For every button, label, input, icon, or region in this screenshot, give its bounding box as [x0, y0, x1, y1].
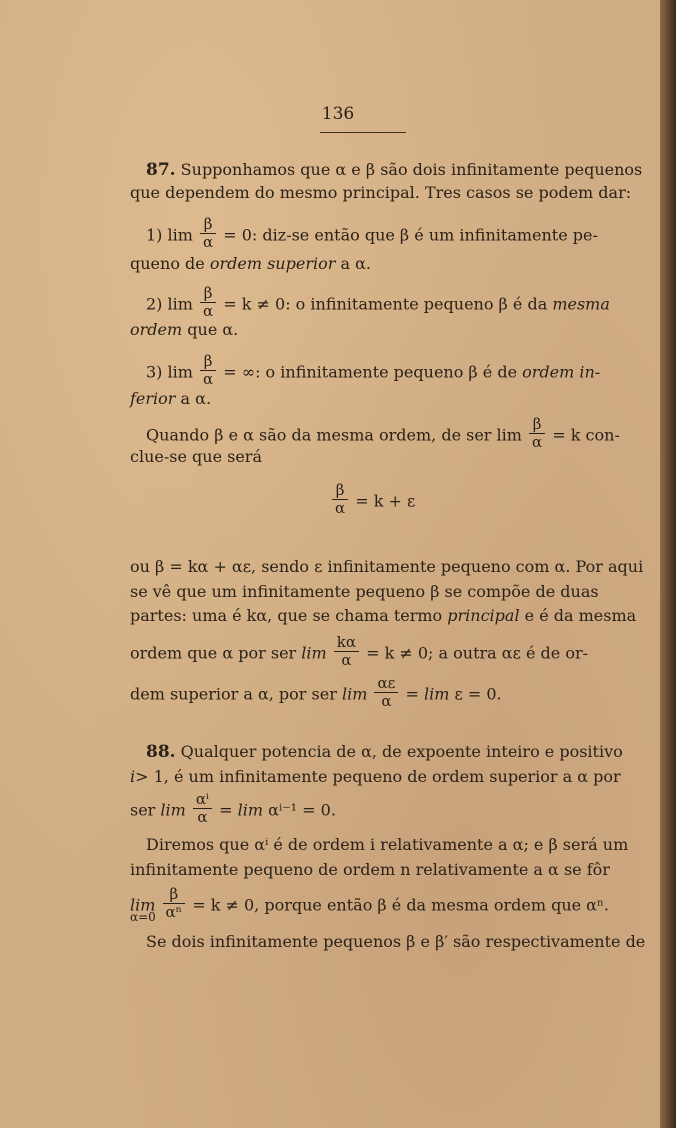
para-2-l4-lim: lim — [301, 643, 327, 663]
para-1-num: β — [529, 416, 545, 434]
sec88-p1-den: αⁿ — [165, 903, 183, 922]
case-2-rest-b: mesma — [552, 294, 610, 314]
page-edge — [660, 0, 676, 1128]
para-1-fraction — [529, 416, 545, 452]
case-3-den: α — [203, 370, 214, 389]
para-2-l5-den: α — [381, 692, 392, 711]
case-3-fraction — [200, 353, 216, 389]
para-2-l5-lim2: lim — [423, 684, 450, 704]
case-3-term: ferior — [130, 389, 176, 408]
para-1-text-a: Quando β e α são da mesma ordem, de ser lim — [146, 425, 522, 445]
sec88-para-1-line-1: Diremos que αⁱ é de ordem i relativamente a α; e β será um — [146, 835, 629, 854]
section-number-87: 87. — [146, 160, 176, 180]
para-1-den: α — [532, 433, 543, 452]
sec88-l2-i: i — [130, 767, 136, 786]
sec88-line-1 — [146, 742, 623, 762]
lim-subscript: α=0 — [130, 910, 156, 924]
case-2-label: 2) lim — [146, 294, 193, 314]
case-1-text-a: queno de — [130, 254, 205, 273]
para-2-l4-num: kα — [334, 634, 359, 652]
case-3 — [146, 352, 601, 391]
para-2-l3-term: principal — [447, 606, 520, 625]
section-number-88: 88. — [146, 742, 176, 762]
para-2-line-1: ou β = kα + αε, sendo ε infinitamente pequeno com α. Por aqui — [130, 557, 644, 576]
para-2-line-3 — [130, 606, 636, 625]
case-3-num: β — [200, 353, 216, 371]
case-1-label: 1) lim — [146, 225, 193, 245]
sec88-para-2-line-1: Se dois infinitamente pequenos β e β′ são respectivamente de — [146, 932, 646, 951]
para-2-line-4 — [130, 633, 588, 672]
case-1-fraction — [200, 216, 216, 252]
case-1-line-2 — [130, 254, 371, 273]
equation-den: α — [335, 499, 346, 518]
para-2-l4-a: ordem que α por ser — [130, 643, 297, 663]
equation-num: β — [332, 482, 348, 500]
sec88-line-3 — [130, 790, 336, 829]
para-2-l4-fraction — [334, 634, 359, 670]
para-2-line-5 — [130, 674, 502, 713]
sec88-l3-eq: = — [219, 800, 233, 820]
sec87-line-1 — [146, 160, 642, 180]
sec88-l3-num: αⁱ — [193, 791, 212, 809]
sec88-p1-num: β — [163, 886, 186, 904]
case-3-label: 3) lim — [146, 362, 193, 382]
case-1 — [146, 215, 598, 254]
case-1-num: β — [200, 216, 216, 234]
case-1-term: ordem superior — [209, 254, 336, 273]
page-number: 136 — [321, 104, 355, 124]
sec88-p1-lim: lim — [130, 895, 156, 915]
case-2-text-b: que α. — [187, 320, 239, 339]
case-2-line-2 — [130, 320, 238, 339]
equation-fraction — [332, 482, 348, 518]
sec88-para-1-line-2: infinitamente pequeno de ordem n relativamente a α se fôr — [130, 860, 610, 879]
sec88-l3-lim: lim — [160, 800, 186, 820]
para-2-l5-d: ε = 0. — [454, 684, 502, 704]
case-2-rest-a: = k ≠ 0: o infinitamente pequeno β é da — [223, 294, 548, 314]
para-2-l4-b: = k ≠ 0; a outra αε é de or- — [366, 643, 588, 663]
para-2-l5-lim: lim — [341, 684, 368, 704]
para-2-l5-a: dem superior a α, por ser — [130, 684, 337, 704]
sec88-text-1: Qualquer potencia de α, de expoente inteiro e positivo — [180, 742, 623, 761]
case-3-rest-a: = ∞: o infinitamente pequeno β é de — [223, 362, 518, 382]
case-2-fraction — [200, 285, 216, 321]
sec88-line-2 — [130, 767, 621, 786]
case-3-rest-b: ordem in- — [522, 362, 601, 382]
sec88-para-1-line-3 — [130, 885, 609, 924]
sec88-p1-fraction — [163, 886, 186, 922]
equation-rest: = k + ε — [355, 491, 416, 511]
para-2-l5-num: αε — [374, 675, 398, 693]
para-2-line-2: se vê que um infinitamente pequeno β se compõe de duas — [130, 582, 599, 601]
sec88-l2-b: > 1, é um infinitamente pequeno de ordem superior a α por — [135, 767, 621, 786]
para-2-l3-a: partes: uma é kα, que se chama termo — [130, 606, 443, 625]
sec88-l3-fraction — [193, 791, 212, 827]
para-2-l4-den: α — [341, 651, 352, 670]
para-1-text-b: = k con- — [552, 425, 620, 445]
case-1-rest: = 0: diz-se então que β é um infinitamente pe- — [223, 225, 598, 245]
case-3-line-2 — [130, 389, 211, 408]
sec88-l3-lim2: lim — [237, 800, 264, 820]
header-rule — [320, 132, 406, 133]
case-1-text-c: a α. — [340, 254, 371, 273]
sec88-l3-d: αⁱ⁻¹ = 0. — [268, 800, 336, 820]
case-3-text-b: a α. — [180, 389, 212, 408]
display-equation — [330, 481, 416, 520]
sec88-l3-a: ser — [130, 800, 156, 820]
case-2-num: β — [200, 285, 216, 303]
sec88-p1-b: = k ≠ 0, porque então β é da mesma ordem que αⁿ. — [192, 895, 609, 915]
case-2-den: α — [203, 302, 214, 321]
sec88-l3-den: α — [197, 808, 208, 827]
para-2-l5-eq: = — [405, 684, 419, 704]
case-1-den: α — [203, 233, 214, 252]
para-2-l5-fraction — [374, 675, 398, 711]
sec87-text-1: Supponhamos que α e β são dois infinitamente pequenos — [180, 160, 643, 179]
sec87-para-1-line-2: clue-se que será — [130, 447, 262, 466]
para-2-l3-c: e é da mesma — [524, 606, 637, 625]
sec87-line-2: que dependem do mesmo principal. Tres casos se podem dar: — [130, 183, 632, 202]
case-2 — [146, 284, 610, 323]
case-2-term: ordem — [130, 320, 183, 339]
